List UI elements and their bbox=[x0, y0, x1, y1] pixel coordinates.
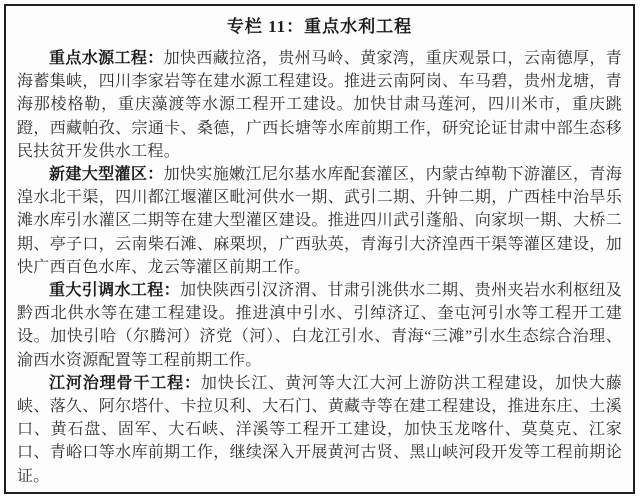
section-heading: 重点水源工程： bbox=[49, 50, 164, 67]
section-heading: 重大引调水工程： bbox=[49, 282, 180, 300]
section-river-governance-projects bbox=[17, 372, 622, 488]
section-heading: 新建大型灌区： bbox=[49, 166, 164, 184]
document-box bbox=[4, 4, 635, 494]
section-body: 加快长江、黄河等大江大河上游防洪工程建设，加快大藤峡、落久、阿尔塔什、卡拉贝利、大石门、黄藏寺等在建工程建设，推进东庄、土溪口、黄石盘、固军、大石峡、洋溪等工程开工建设，加快玉龙喀什、莫莫克、江家口、青峪口等水库前期工作，继续深入开展黄河古贤、黑山峡河段开发等工程前期论证。 bbox=[17, 374, 622, 485]
section-key-water-sources bbox=[17, 47, 622, 163]
section-water-diversion-projects bbox=[17, 279, 622, 372]
section-body: 加快陕西引汉济渭、甘肃引洮供水二期、贵州夹岩水利枢纽及黔西北供水等在建工程建设。推进滇中引水、引绰济辽、奎屯河引水等工程开工建设。加快引哈（尔腾河）济党（河）、白龙江引水、青海“三滩”引水生态综合治理、渝西水资源配置等工程前期工作。 bbox=[17, 282, 623, 369]
section-body: 加快西藏拉洛，贵州马岭、黄家湾，重庆观景口，云南德厚，青海蓄集峡，四川李家岩等在建水源工程建设。推进云南阿岗、车马碧，贵州龙塘，青海那棱格勒，重庆藻渡等水源工程开工建设。加快甘肃马莲河，四川米市，重庆跳蹬，西藏帕孜、宗通卡、桑德，广西长塘等水库前期工作，研究论证甘肃中部生态移民扶贫开发供水工程。 bbox=[17, 50, 622, 160]
document-title: 专栏 11：重点水利工程 bbox=[226, 17, 413, 36]
section-body: 加快实施嫩江尼尔基水库配套灌区，内蒙古绰勒下游灌区，青海湟水北干渠，四川都江堰灌区毗河供水一期、武引二期、升钟二期，广西桂中治旱乐滩水库引水灌区二期等在建大型灌区建设。推进四川武引蓬船、向家坝一期、大桥二期、亭子口，云南柴石滩、麻栗坝，广西驮英，青海引大济湟西干渠等灌区建设，加快广西百色水库、龙云等灌区前期工作。 bbox=[17, 166, 622, 276]
section-heading: 江河治理骨干工程： bbox=[49, 374, 201, 392]
section-new-irrigation-districts bbox=[17, 163, 622, 279]
